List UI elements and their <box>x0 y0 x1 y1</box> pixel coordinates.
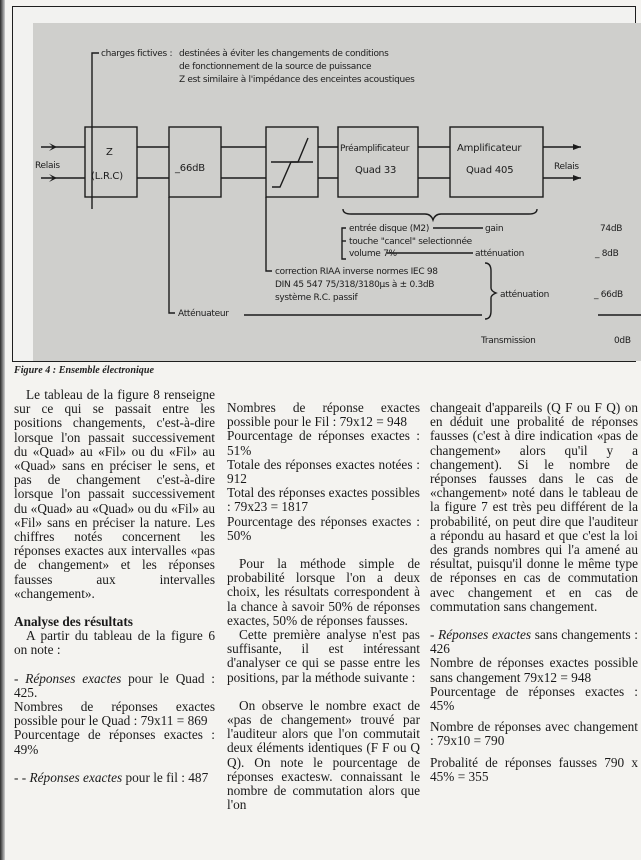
figure-caption: Figure 4 : Ensemble électronique <box>14 364 154 376</box>
attenuator-block-label: _66dB <box>175 163 205 174</box>
riaa-atten-label: atténuation <box>500 290 549 300</box>
note-line-1: destinées à éviter les changements de conditions <box>179 49 389 59</box>
result-line: Pourcentage de réponses exactes : 45% <box>430 683 638 714</box>
riaa-line-2: DIN 45 547 75/318/3180µs à ± 0.3dB <box>275 280 435 290</box>
scan-edge <box>0 0 5 860</box>
setting-input: entrée disque (M2) <box>349 224 430 234</box>
setting-atten-value: _ 8dB <box>595 249 619 259</box>
setting-gain-value: 74dB <box>600 224 623 234</box>
attenuator-label: Atténuateur <box>178 309 229 319</box>
preamp-block-model: Quad 33 <box>355 165 397 176</box>
paragraph: Pour la méthode simple de probabilité lorsque l'on a deux choix, les résultats correspondent à la chance à savoir 50% de réponses exactes, 50% de réponses fausses. <box>227 556 420 628</box>
amp-block-title: Amplificateur <box>457 143 522 154</box>
section-heading: Analyse des résultats <box>14 614 133 630</box>
transmission-label: Transmission <box>481 336 536 346</box>
result-line: Nombre de réponses avec changement : 79x10 = 790 <box>430 719 638 749</box>
result-line: Total des réponses exactes possibles : 79x23 = 1817 <box>227 485 420 515</box>
text-column-2 <box>227 401 420 812</box>
note-line-2: de fonctionnement de la source de puissance <box>179 62 372 72</box>
riaa-line-3: système R.C. passif <box>275 293 358 303</box>
result-line: Pourcentage de réponses exactes : 51% <box>227 428 420 458</box>
result-line: Pourcentage de réponses exactes : 49% <box>14 727 215 757</box>
amp-block-model: Quad 405 <box>466 165 514 176</box>
note-label: charges fictives : <box>101 49 173 59</box>
paragraph: changeait d'appareils (Q F ou F Q) on en déduit une probalité de réponses fausses (c'est à dire indication «pas de changement» alors qu'il y a changement). Si le nombre de réponses fausses dans le cas de «changement» noté dans le tableau de la figure 7 est très peu différent de la probabilité, on peut dire que l'auditeur a répondu au hasard et que c'est la loi des grands nombres qui l'a amené au résultat, puisqu'il donne le même type de réponses en cas de commutation avec changement et en cas de commutation sans changement. <box>430 400 638 614</box>
block-diagram <box>33 23 641 361</box>
paragraph: On observe le nombre exact de «pas de changement» trouvé par l'auditeur alors que l'on commutait deux éléments identiques (F F ou Q Q). On note le pourcentage de réponses exactesw. connaissant le nombre de commutation alors que l'on <box>227 697 420 813</box>
relay-in-label: Relais <box>35 161 60 171</box>
paragraph: Cette première analyse n'est pas suffisante, il est intéressant d'analyser ce qui se passe entre les positions, par la méthode suivante : <box>227 627 420 685</box>
result-line: Nombre de réponses exactes possible sans changement 79x12 = 948 <box>430 655 638 685</box>
result-line: Totale des réponses exactes notées : 912 <box>227 456 420 487</box>
setting-atten-label: atténuation <box>475 249 524 259</box>
result-line: Pourcentage des réponses exactes : 50% <box>227 513 420 543</box>
relay-out-label: Relais <box>554 162 579 172</box>
z-block-subtitle: (L.R.C) <box>91 171 123 182</box>
result-line: Nombres de réponses exactes possible pour le Quad : 79x11 = 869 <box>14 699 215 729</box>
result-line: Probalité de réponses fausses 790 x 45% = 355 <box>430 754 638 784</box>
note-line-3: Z est similaire à l'impédance des enceintes acoustiques <box>179 75 415 85</box>
diagram-drawing <box>33 23 641 361</box>
setting-gain-label: gain <box>485 224 504 234</box>
paragraph: A partir du tableau de la figure 6 on note : <box>14 628 215 658</box>
text-column-1 <box>14 388 215 785</box>
result-item: - Réponses exactes pour le Quad : 425. <box>14 670 215 700</box>
setting-cancel: touche "cancel" selectionnée <box>349 237 472 247</box>
riaa-line-1: correction RIAA inverse normes IEC 98 <box>275 267 438 277</box>
figure-frame <box>12 6 636 362</box>
setting-volume: volume 7% <box>349 249 397 259</box>
result-line: Nombres de réponse exactes possible pour le Fil : 79x12 = 948 <box>227 400 420 430</box>
riaa-atten-value: _ 66dB <box>594 290 623 300</box>
paragraph: Le tableau de la figure 8 renseigne sur ce qui se passait entre les positions changements, c'est-à-dire lorsque l'on passait successivement du «Quad» au «Fil» ou du «Fil» au «Quad» sans en préciser le sens, et pas de changement c'est-à-dire lorsque l'on passait successivement du «Quad» au «Quad» ou du «Fil» au «Fil» sans en préciser la nature. Les chiffres notés concernent les réponses exactes aux intervalles «pas de changement» et les réponses fausses aux intervalles «changement». <box>14 387 215 601</box>
result-item: - Réponses exactes sans changements : 426 <box>430 627 639 657</box>
z-block-title: Z <box>106 147 113 158</box>
transmission-value: 0dB <box>614 336 631 346</box>
text-column-3 <box>430 401 638 784</box>
preamp-block-title: Préamplificateur <box>340 144 410 154</box>
result-item: - - Réponses exactes pour le fil : 487 <box>14 769 209 785</box>
